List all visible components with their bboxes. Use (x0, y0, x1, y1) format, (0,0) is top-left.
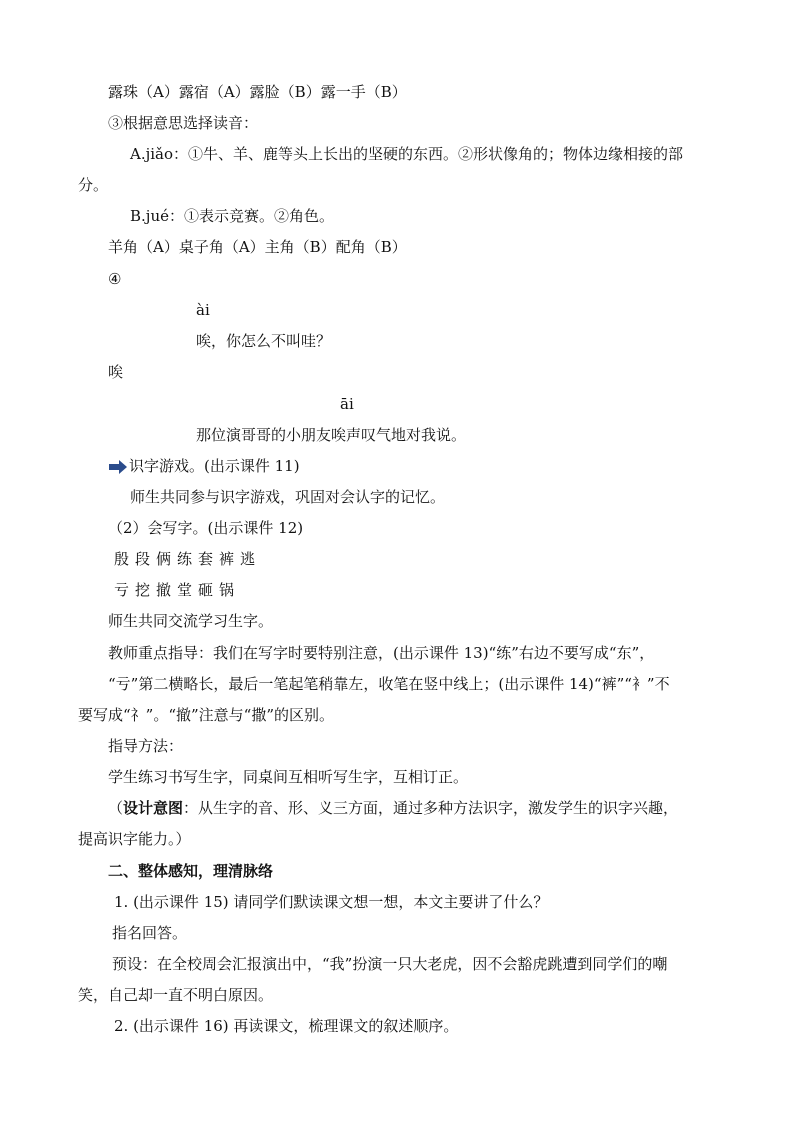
text-line-31: 2. (出示课件 16) 再读课文，梳理课文的叙述顺序。 (114, 1017, 459, 1035)
open-paren: （ (108, 799, 124, 817)
text-line-22: 指导方法： (108, 737, 184, 755)
text-line-23: 学生练习书写生字，同桌间互相听写生字，互相订正。 (108, 768, 469, 786)
design-intent-line (108, 798, 678, 818)
text-line-2: ③根据意思选择读音： (108, 114, 259, 132)
text-line-29: 预设：在全校周会汇报演出中，“我”扮演一只大老虎，因不会豁虎跳遭到同学们的嘲 (112, 955, 668, 973)
text-line-4: 分。 (78, 176, 109, 194)
text-line-10: 唉 (108, 363, 124, 381)
design-intent-label: 设计意图 (123, 799, 184, 817)
text-line-3: A.jiǎo：①牛、羊、鹿等头上长出的坚硬的东西。②形状像角的；物体边缘相接的部 (130, 145, 684, 163)
text-line-20: “亏”第二横略长，最后一笔起笔稍靠左，收笔在竖中线上；(出示课件 14)“裤”“衤”不 (108, 675, 670, 693)
text-line-5: B.jué：①表示竞赛。②角色。 (130, 207, 334, 225)
text-line-14: 师生共同参与识字游戏，巩固对会认字的记忆。 (130, 488, 446, 506)
arrow-bullet-icon (108, 459, 128, 475)
text-line-25: 提高识字能力。） (78, 830, 191, 848)
pinyin-ai4: ài (196, 301, 210, 319)
writing-characters-1: 殷段俩练套裤逃 (114, 550, 262, 568)
text-line-18: 师生共同交流学习生字。 (108, 612, 274, 630)
text-line-15: （2）会写字。(出示课件 12) (108, 519, 304, 537)
design-intent-text: ：从生字的音、形、义三方面，通过多种方法识字，激发学生的识字兴趣， (183, 799, 679, 817)
text-line-1: 露珠（A）露宿（A）露脸（B）露一手（B） (108, 83, 407, 101)
text-line-30: 笑，自己却一直不明白原因。 (78, 986, 274, 1004)
text-line-6: 羊角（A）桌子角（A）主角（B）配角（B） (108, 238, 407, 256)
text-line-19: 教师重点指导：我们在写字时要特别注意，(出示课件 13)“练”右边不要写成“东”， (108, 644, 655, 662)
text-line-21: 要写成“礻”。“撤”注意与“撒”的区别。 (78, 706, 335, 724)
text-line-27: 1. (出示课件 15) 请同学们默读课文想一想，本文主要讲了什么？ (114, 893, 549, 911)
writing-characters-2: 亏挖撤堂砸锅 (114, 581, 241, 599)
text-line-7: ④ (108, 270, 122, 288)
text-line-28: 指名回答。 (112, 924, 188, 942)
text-line-9: 唉，你怎么不叫哇？ (196, 332, 332, 350)
pinyin-ai1: āi (340, 395, 354, 413)
section-heading: 二、整体感知，理清脉络 (108, 862, 274, 880)
text-line-13: 识字游戏。(出示课件 11) (129, 457, 300, 475)
text-line-12: 那位演哥哥的小朋友唉声叹气地对我说。 (196, 426, 467, 444)
